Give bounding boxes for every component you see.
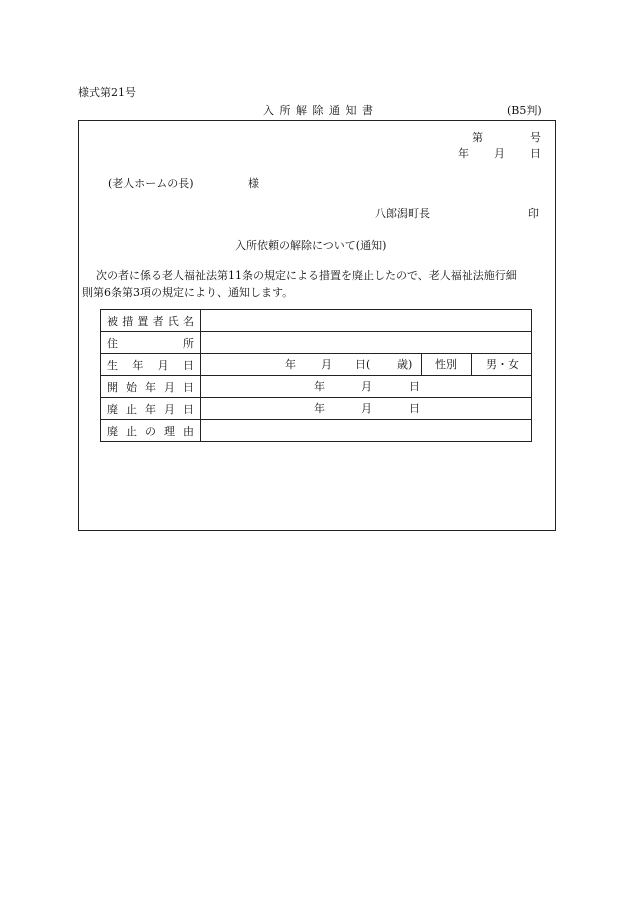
start-date-field[interactable]	[201, 376, 532, 398]
label-char: 日	[183, 380, 194, 394]
end-month-unit: 月	[361, 402, 372, 415]
sex-divider-left	[421, 354, 422, 375]
doc-number-suffix: 号	[530, 131, 541, 144]
end-day-unit: 日	[409, 402, 420, 415]
age-unit: 歳)	[397, 358, 413, 371]
sender-name: 八郎潟町長	[375, 207, 430, 220]
date-month: 月	[494, 147, 505, 160]
body-text-line2: 則第6条第3項の規定により、通知します。	[82, 286, 294, 299]
label-char: 由	[183, 424, 194, 438]
birth-day-unit: 日(	[355, 358, 371, 371]
birth-year-unit: 年	[285, 358, 296, 371]
birthdate-field[interactable]	[201, 354, 532, 376]
table-row	[101, 398, 532, 420]
label-char: 理	[164, 424, 175, 438]
start-year-unit: 年	[314, 380, 325, 393]
label-char: 日	[183, 402, 194, 416]
row-label-birthdate	[101, 354, 201, 376]
label-char: 廃	[107, 424, 118, 438]
label-char: 年	[145, 402, 156, 416]
table-row	[101, 354, 532, 376]
sex-divider-right	[471, 354, 472, 375]
birth-month-unit: 月	[321, 358, 332, 371]
seal-mark: 印	[528, 207, 539, 220]
label-char: 止	[126, 402, 137, 416]
label-char: の	[145, 424, 156, 438]
info-table	[100, 309, 532, 442]
table-row	[101, 310, 532, 332]
name-field[interactable]	[201, 310, 532, 332]
label-char: 日	[182, 358, 194, 372]
label-char: 年	[132, 358, 144, 372]
end-year-unit: 年	[314, 402, 325, 415]
subject-line: 入所依頼の解除について(通知)	[235, 239, 387, 252]
label-char: 月	[164, 402, 175, 416]
row-label-start-date	[101, 376, 201, 398]
addressee-name: (老人ホームの長)	[108, 177, 194, 190]
sex-value[interactable]: 男・女	[486, 358, 519, 371]
reason-field[interactable]	[201, 420, 532, 442]
label-char: 年	[145, 380, 156, 394]
date-day: 日	[530, 147, 541, 160]
date-year: 年	[458, 147, 469, 160]
address-field[interactable]	[201, 332, 532, 354]
start-day-unit: 日	[409, 380, 420, 393]
end-date-field[interactable]	[201, 398, 532, 420]
start-month-unit: 月	[361, 380, 372, 393]
doc-number-prefix: 第	[472, 131, 483, 144]
row-label-reason	[101, 420, 201, 442]
label-char: 月	[164, 380, 175, 394]
label-char: 始	[126, 380, 137, 394]
table-row	[101, 420, 532, 442]
sex-label: 性別	[435, 358, 457, 371]
body-text-line1: 次の者に係る老人福祉法第11条の規定による措置を廃止したので、老人福祉法施行細	[96, 269, 517, 282]
paper-size: (B5判)	[507, 104, 542, 117]
label-text: 被 措 置 者 氏 名	[107, 314, 194, 328]
label-char: 住	[107, 336, 118, 350]
label-char: 月	[157, 358, 169, 372]
label-char: 生	[107, 358, 118, 372]
addressee-honorific: 様	[248, 177, 259, 190]
label-char: 開	[107, 380, 118, 394]
row-label-address	[101, 332, 201, 354]
row-label-name	[101, 310, 201, 332]
row-label-end-date	[101, 398, 201, 420]
label-char: 所	[183, 336, 194, 350]
label-char: 廃	[107, 402, 118, 416]
table-row	[101, 332, 532, 354]
document-title: 入 所 解 除 通 知 書	[263, 104, 374, 117]
form-number: 様式第21号	[78, 86, 136, 99]
label-char: 止	[126, 424, 137, 438]
table-row	[101, 376, 532, 398]
